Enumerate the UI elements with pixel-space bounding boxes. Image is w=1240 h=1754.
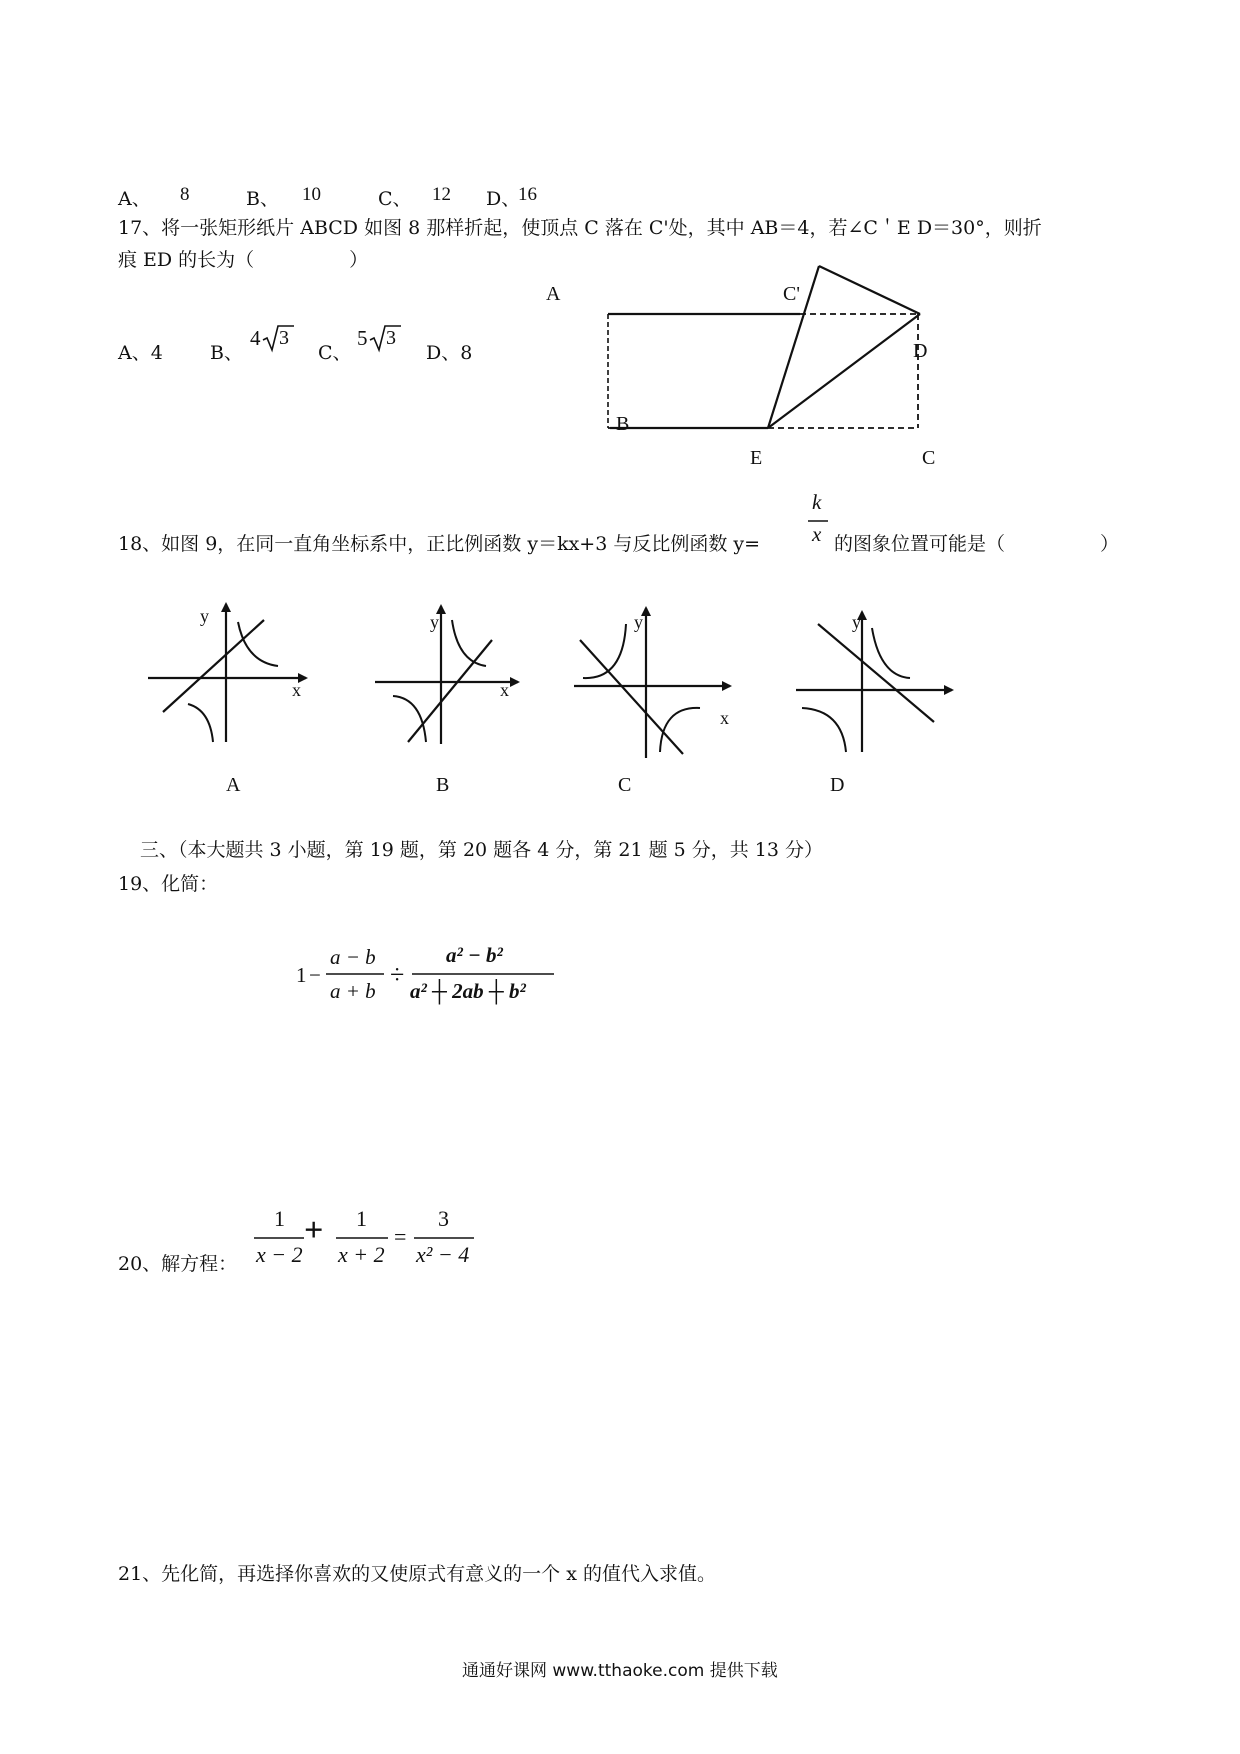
q18-graph-c	[574, 608, 730, 758]
q18-graph-d	[796, 612, 952, 752]
q18-text-after: 的图象位置可能是（ ）	[834, 533, 1120, 555]
q19-num2: a² − b²	[446, 943, 503, 967]
q19-minus: −	[309, 963, 321, 987]
q18-graph-c-xlabel: x	[720, 708, 729, 728]
q19-one: 1	[296, 963, 307, 987]
q17-option-b-radicand: 3	[279, 327, 289, 349]
q20-frac1-bar	[254, 1236, 306, 1240]
q19-den1: a + b	[330, 979, 376, 1003]
q17-text-line2: 痕 ED 的长为（ ）	[118, 249, 369, 271]
section3-title: 三、（本大题共 3 小题，第 19 题，第 20 题各 4 分，第 21 题 5 分，共 13 分）	[140, 839, 824, 861]
q17-option-c-coef: 5	[357, 326, 368, 350]
q21-text: 21、先化简，再选择你喜欢的又使原式有意义的一个 x 的值代入求值。	[118, 1563, 716, 1585]
q16-option-a-letter: A、	[118, 188, 151, 210]
q19-frac1-bar	[326, 972, 386, 976]
q18-text-before: 18、如图 9，在同一直角坐标系中，正比例函数 y＝kx+3 与反比例函数 y=	[118, 533, 761, 555]
q17-label-b: B	[616, 413, 630, 435]
q18-graph-b-xlabel: x	[500, 680, 509, 700]
q19-num1: a − b	[330, 945, 376, 969]
q19-label: 19、化简：	[118, 873, 219, 895]
q17-label-a: A	[546, 283, 561, 305]
q18-graph-a-xlabel: x	[292, 680, 301, 700]
q17-label-c-prime: C'	[783, 283, 800, 305]
q16-option-b-value: 10	[302, 184, 321, 205]
q17-option-b-letter: B、	[210, 342, 243, 364]
q20-n3: 3	[438, 1206, 449, 1231]
q16-option-c-letter: C、	[378, 188, 412, 210]
q18-frac-den: x	[812, 522, 822, 546]
footer-credit: 通通好课网 www.tthaoke.com 提供下载	[462, 1661, 778, 1681]
q20-d1: x − 2	[256, 1242, 303, 1267]
q20-eq: =	[394, 1224, 407, 1249]
q18-graph-d-ylabel: y	[852, 612, 861, 632]
q20-frac3-bar	[414, 1236, 476, 1240]
q19-den2: a² ┼ 2ab ┼ b²	[410, 979, 526, 1003]
q16-option-d-letter: D、	[486, 188, 521, 210]
q17-label-e: E	[750, 447, 763, 469]
q18-graph-a-ylabel: y	[200, 606, 209, 626]
q16-option-d-value: 16	[518, 184, 537, 205]
q18-frac-num: k	[812, 490, 822, 514]
q18-graph-label-b: B	[436, 774, 450, 796]
q16-option-c-value: 12	[432, 184, 451, 205]
q16-option-b-letter: B、	[246, 188, 279, 210]
q17-option-a: A、4	[118, 342, 163, 364]
q17-option-c-radicand: 3	[386, 327, 396, 349]
q18-graph-label-d: D	[830, 774, 845, 796]
q18-graph-a	[148, 604, 306, 742]
q17-label-c: C	[922, 447, 936, 469]
q20-label: 20、解方程：	[118, 1253, 238, 1275]
q19-frac2-bar	[412, 972, 556, 976]
q17-text-line1: 17、将一张矩形纸片 ABCD 如图 8 那样折起，使顶点 C 落在 C'处，其中 AB＝4，若∠C＇E D＝30°，则折	[118, 217, 1042, 239]
q20-n2: 1	[356, 1206, 367, 1231]
q16-option-a-value: 8	[180, 184, 190, 205]
q18-graph-b-ylabel: y	[430, 612, 439, 632]
q20-n1: 1	[274, 1206, 285, 1231]
q20-plus: +	[304, 1212, 324, 1249]
q20-d2: x + 2	[338, 1242, 385, 1267]
q17-option-b-coef: 4	[250, 326, 261, 350]
q17-option-c-letter: C、	[318, 342, 352, 364]
q19-div: ÷	[390, 960, 405, 989]
q17-option-d: D、8	[426, 342, 473, 364]
q20-frac2-bar	[336, 1236, 390, 1240]
q18-graph-label-c: C	[618, 774, 632, 796]
q18-graph-c-ylabel: y	[634, 612, 643, 632]
q17-label-d: D	[913, 340, 928, 362]
q20-d3: x² − 4	[416, 1242, 470, 1267]
q18-graph-label-a: A	[226, 774, 241, 796]
q18-graph-b	[375, 606, 518, 744]
